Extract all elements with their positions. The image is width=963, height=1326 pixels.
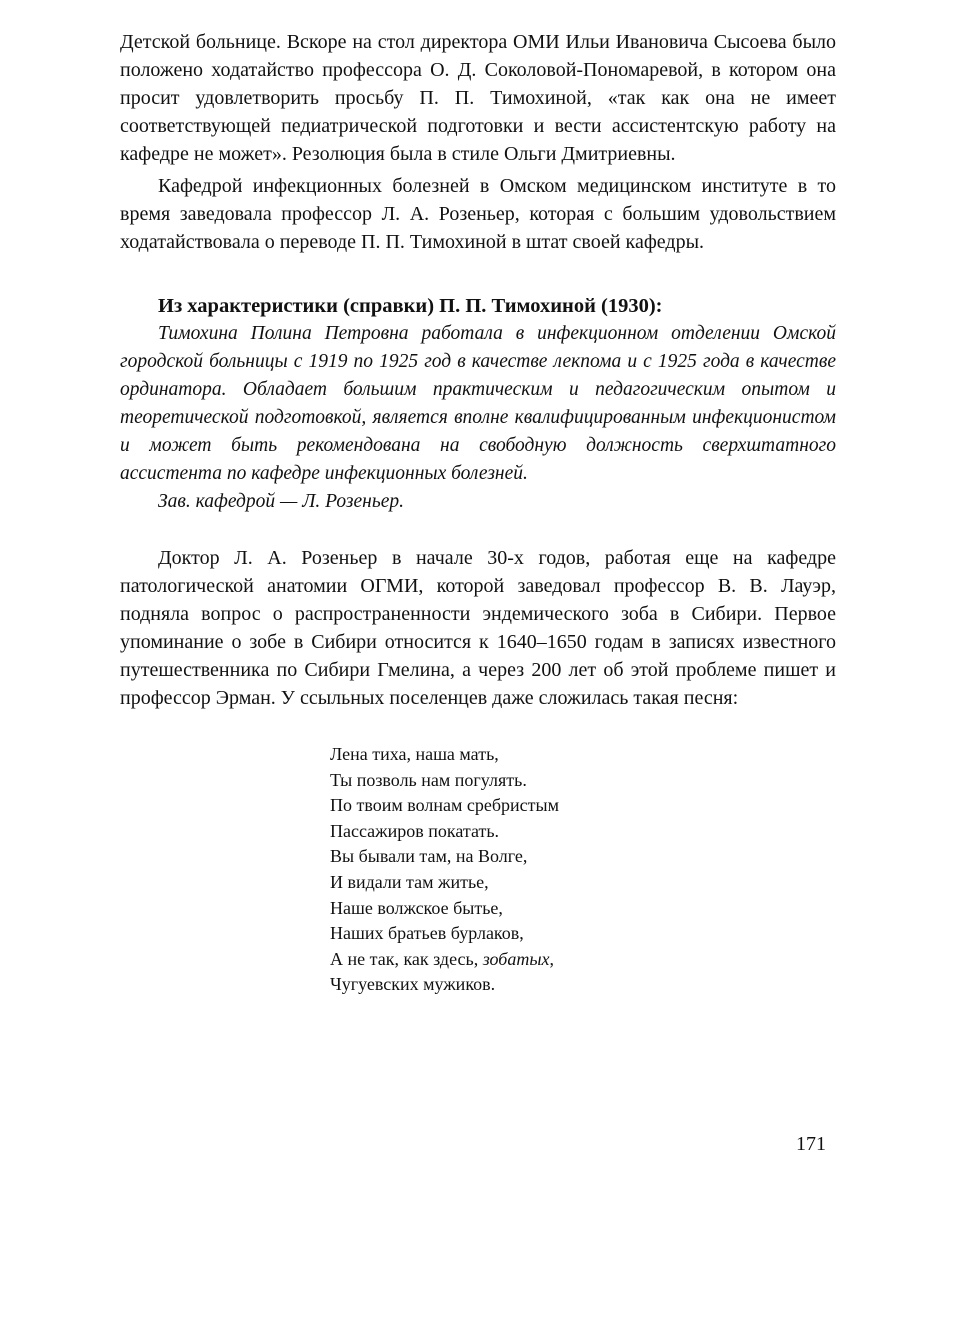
poem-line: Наших братьев бурлаков,: [330, 923, 524, 944]
poem-line: Чугуевских мужиков.: [330, 974, 496, 995]
page-number: 171: [796, 1133, 826, 1155]
poem-line: По твоим волнам сребристым: [330, 795, 560, 816]
paragraph-2: Кафедрой инфекционных болезней в Омском медицинском институте в то время заведовала профессор Л. А. Розеньер, которая с большим удовольствием ходатайствовала о переводе П. П. Тимохиной в штат своей кафедры.: [120, 175, 836, 253]
poem-line: Наше волжское бытье,: [330, 897, 503, 918]
poem: [330, 742, 836, 998]
quoted-reference: Тимохина Полина Петровна работала в инфекционном отделении Омской городской больницы с 1919 по 1925 год в качестве лекпома и с 1925 года в качестве ординатора. Обладает большим практическим и педагогическим опытом и теоретической подготовкой, является вполне квалифицированным инфекционистом и может быть рекомендована на свободную должность сверхштатного ассистента по кафедре инфекционных болезней.: [120, 323, 836, 484]
paragraph-1: Детской больнице. Вскоре на стол директора ОМИ Ильи Ивановича Сысоева было положено ходатайство профессора О. Д. Соколовой-Пономаревой, в котором она просит удовлетворить просьбу П. П. Тимохиной, «так как она не имеет соответствующей педиатрической подготовки и вести ассистентскую работу на кафедре не может». Резолюция была в стиле Ольги Дмитриевны.: [120, 31, 836, 165]
poem-line-punctuation: ,: [549, 948, 555, 969]
paragraph-3: Доктор Л. А. Розеньер в начале 30-х годов, работая еще на кафедре патологической анатомии ОГМИ, которой заведовал профессор В. В. Лауэр, подняла вопрос о распространенности эндемического зоба в Сибири. Первое упоминание о зобе в Сибири относится к 1640–1650 годам в записях известного путешественника по Сибири Гмелина, а через 200 лет об этой проблеме пишет и профессор Эрман. У ссыльных поселенцев даже сложилась такая песня:: [120, 547, 836, 709]
poem-line-italic-word: зобатых: [482, 948, 550, 969]
poem-line: Пассажиров покатать.: [330, 820, 500, 841]
poem-line: Ты позволь нам погулять.: [330, 769, 527, 790]
poem-line: Лена тиха, наша мать,: [330, 744, 499, 764]
poem-line-text: А не так, как здесь,: [330, 948, 483, 969]
poem-line: Вы бывали там, на Волге,: [330, 846, 528, 867]
poem-line: И видали там житье,: [330, 871, 489, 892]
poem-line: [330, 947, 836, 973]
section-heading: Из характеристики (справки) П. П. Тимохиной (1930):: [158, 295, 663, 317]
quote-signature: Зав. кафедрой — Л. Розеньер.: [158, 491, 404, 512]
page-content: [120, 28, 836, 998]
